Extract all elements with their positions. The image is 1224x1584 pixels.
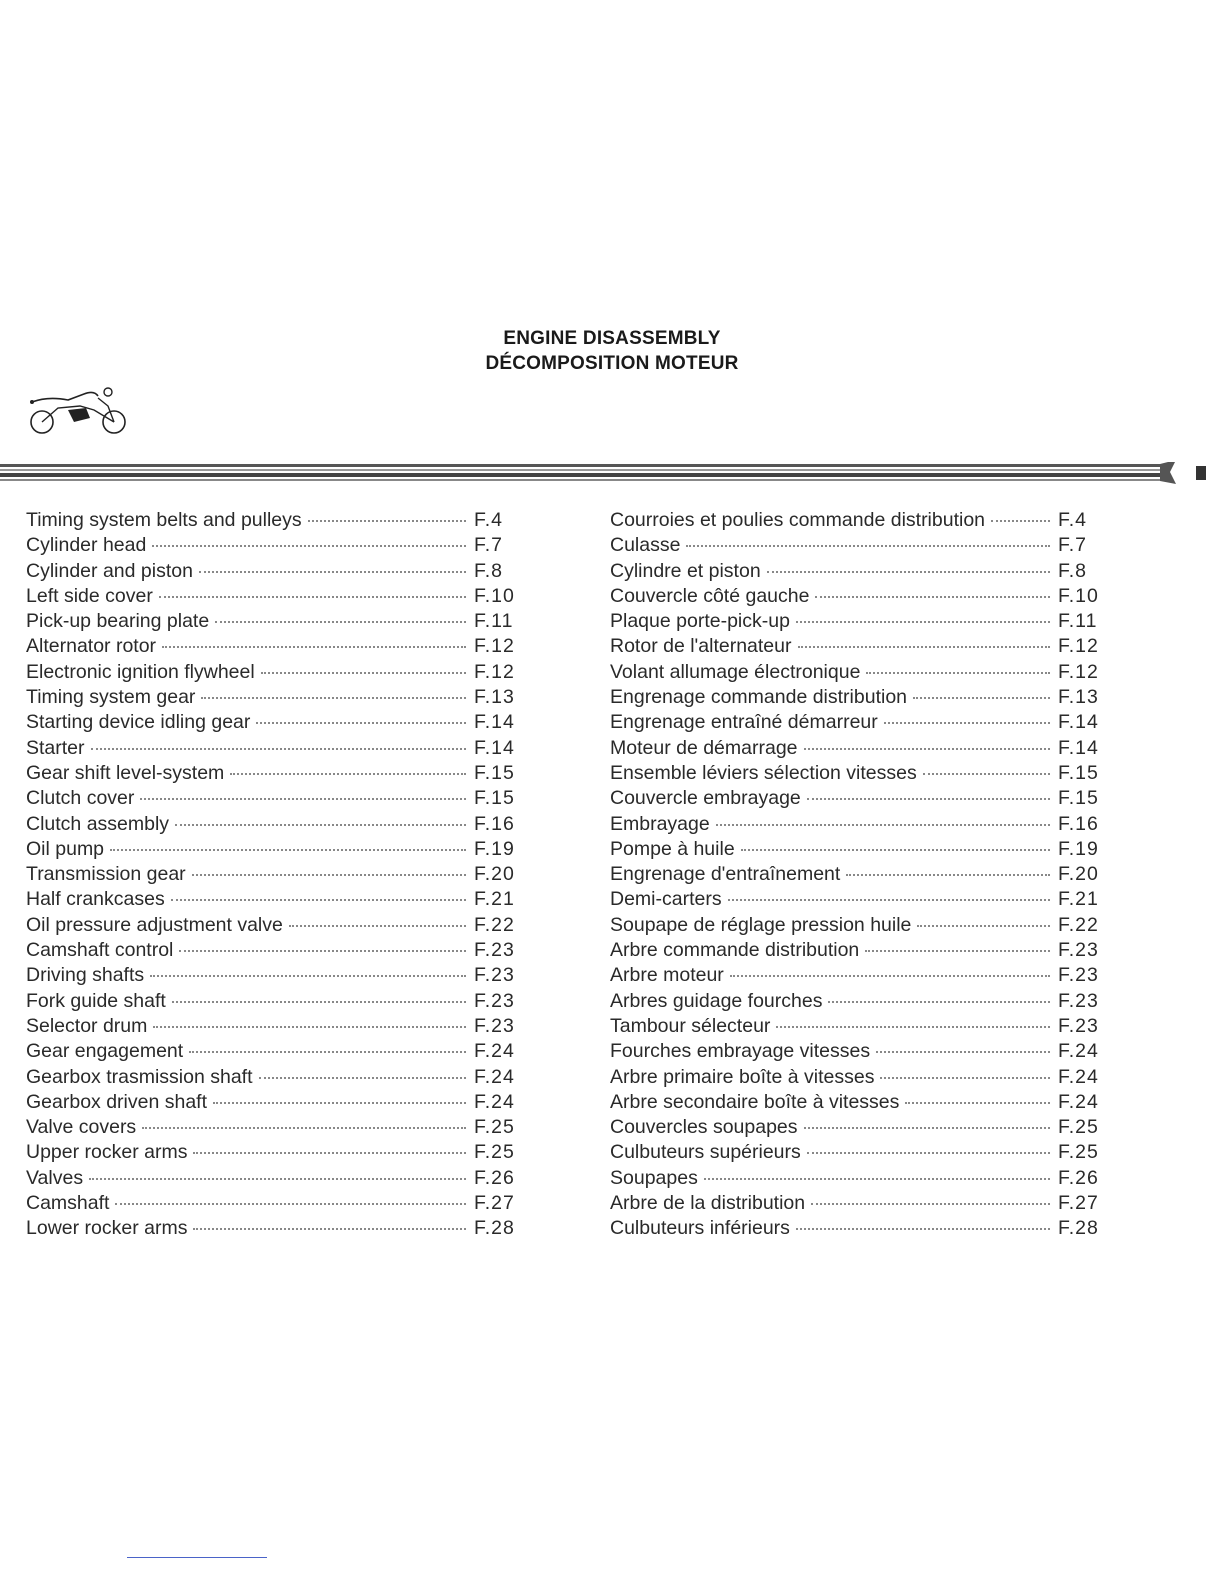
toc-entry-label: Half crankcases (26, 888, 165, 911)
toc-entry[interactable] (610, 610, 1106, 635)
toc-entry-page: F.22 (474, 913, 515, 936)
dot-leader (991, 520, 1050, 522)
toc-entry-page: F.12 (1058, 635, 1099, 658)
toc-entry[interactable] (26, 585, 522, 610)
toc-entry-page: F.22 (1058, 913, 1099, 936)
toc-entry-page: F.14 (1058, 711, 1099, 734)
toc-entry-label: Upper rocker arms (26, 1141, 188, 1164)
toc-entry-page: F.14 (474, 736, 515, 759)
toc-entry-label: Valves (26, 1166, 84, 1189)
toc-entry-label: Cylinder and piston (26, 559, 193, 582)
toc-entry-label: Courroies et poulies commande distribution (610, 509, 986, 531)
dot-leader (804, 748, 1050, 750)
toc-entry-page: F.10 (1058, 584, 1099, 607)
toc-entry-label: Fourches embrayage vitesses (610, 1040, 871, 1063)
toc-entry-page: F.23 (474, 964, 515, 987)
toc-entry-label: Starting device idling gear (26, 711, 251, 734)
toc-entry-label: Plaque porte-pick-up (610, 610, 790, 633)
toc-entry-page: F.21 (474, 888, 515, 911)
toc-entry-label: Tambour sélecteur (610, 1014, 771, 1037)
toc-entry-label: Starter (26, 736, 85, 759)
toc-entry-label: Transmission gear (26, 863, 186, 886)
toc-entry-label: Selector drum (26, 1014, 148, 1037)
toc-entry-page: F.16 (1058, 812, 1099, 835)
toc-entry-label: Left side cover (26, 584, 153, 607)
toc-entry[interactable] (610, 863, 1106, 888)
toc-entry-label: Rotor de l'alternateur (610, 635, 792, 658)
toc-entry[interactable] (26, 534, 522, 559)
toc-entry-label: Lower rocker arms (26, 1217, 188, 1240)
toc-entry[interactable] (26, 888, 522, 913)
toc-entry-page: F.15 (1058, 787, 1099, 810)
dot-leader (199, 571, 466, 573)
toc-entry-page: F.15 (474, 761, 515, 784)
toc-entry[interactable] (26, 1217, 522, 1242)
toc-entry-label: Soupapes (610, 1166, 698, 1189)
dot-leader (905, 1102, 1050, 1104)
toc-entry-page: F.8 (474, 559, 504, 582)
dot-leader (150, 975, 466, 977)
toc-entry-page: F.27 (474, 1192, 515, 1215)
toc-entry[interactable] (26, 610, 522, 635)
toc-entry-page: F.28 (474, 1217, 515, 1240)
dot-leader (89, 1178, 466, 1180)
toc-entry-label: Engrenage entraîné démarreur (610, 711, 878, 734)
toc-entry[interactable] (610, 686, 1106, 711)
toc-entry[interactable] (610, 1141, 1106, 1166)
toc-entry-page: F.23 (1058, 964, 1099, 987)
toc-entry[interactable] (26, 1192, 522, 1217)
toc-french (610, 509, 1106, 1243)
dot-leader (767, 571, 1050, 573)
toc-entry-page: F.14 (474, 711, 515, 734)
toc-entry[interactable] (610, 787, 1106, 812)
toc-entry[interactable] (26, 914, 522, 939)
toc-entry-page: F.23 (1058, 1014, 1099, 1037)
toc-entry-label: Arbre secondaire boîte à vitesses (610, 1090, 900, 1113)
dot-leader (171, 899, 466, 901)
dot-leader (193, 1152, 466, 1154)
toc-entry-label: Demi-carters (610, 888, 722, 911)
toc-entry-label: Cylinder head (26, 534, 147, 557)
toc-entry[interactable] (26, 939, 522, 964)
toc-entry-label: Moteur de démarrage (610, 736, 798, 759)
toc-entry-label: Valve covers (26, 1116, 137, 1139)
dot-leader (172, 1001, 466, 1003)
toc-entry[interactable] (26, 1116, 522, 1141)
toc-entry[interactable] (26, 838, 522, 863)
toc-entry[interactable] (26, 863, 522, 888)
toc-entry-label: Embrayage (610, 812, 710, 835)
toc-entry[interactable] (610, 1217, 1106, 1242)
dot-leader (876, 1051, 1050, 1053)
toc-entry-label: Couvercle embrayage (610, 787, 801, 810)
toc-entry-label: Engrenage d'entraînement (610, 863, 841, 886)
toc-entry-page: F.26 (1058, 1166, 1099, 1189)
toc-entry-label: Engrenage commande distribution (610, 686, 908, 709)
toc-entry[interactable] (610, 585, 1106, 610)
dot-leader (308, 520, 466, 522)
toc-entry-label: Driving shafts (26, 964, 145, 987)
toc-entry[interactable] (26, 737, 522, 762)
toc-entry-label: Volant allumage électronique (610, 660, 861, 683)
dot-leader (811, 1203, 1050, 1205)
dot-leader (846, 874, 1050, 876)
toc-entry-label: Arbre de la distribution (610, 1192, 806, 1215)
toc-entry[interactable] (26, 1141, 522, 1166)
toc-entry-page: F.12 (474, 635, 515, 658)
toc-entry-page: F.13 (1058, 686, 1099, 709)
toc-entry-page: F.27 (1058, 1192, 1099, 1215)
toc-entry[interactable] (26, 1015, 522, 1040)
dot-leader (193, 1228, 466, 1230)
toc-entry-label: Couvercles soupapes (610, 1116, 798, 1139)
motorcycle-icon (28, 384, 132, 441)
toc-entry-label: Gearbox trasmission shaft (26, 1065, 253, 1088)
dot-leader (798, 646, 1051, 648)
toc-entry-label: Cylindre et piston (610, 559, 761, 582)
dot-leader (140, 798, 466, 800)
toc-entry-label: Camshaft (26, 1192, 110, 1215)
toc-entry-page: F.24 (474, 1065, 515, 1088)
dot-leader (201, 697, 466, 699)
toc-entry-page: F.25 (1058, 1116, 1099, 1139)
dot-leader (884, 722, 1050, 724)
toc-entry-page: F.11 (474, 610, 514, 633)
toc-entry[interactable] (26, 813, 522, 838)
dot-leader (179, 950, 466, 952)
toc-entry-page: F.20 (1058, 863, 1099, 886)
toc-entry[interactable] (610, 1192, 1106, 1217)
toc-entry[interactable] (26, 686, 522, 711)
dot-leader (716, 824, 1050, 826)
page-title (0, 326, 1224, 376)
toc-entry-page: F.24 (474, 1090, 515, 1113)
title-english: ENGINE DISASSEMBLY (503, 328, 721, 349)
toc-entry-label: Oil pump (26, 837, 105, 860)
toc-entry[interactable] (610, 1091, 1106, 1116)
dot-leader (175, 824, 466, 826)
toc-entry-page: F.23 (1058, 939, 1099, 962)
toc-entry[interactable] (610, 711, 1106, 736)
toc-entry[interactable] (610, 1066, 1106, 1091)
dot-leader (866, 672, 1050, 674)
toc-entry-page: F.4 (1058, 509, 1088, 531)
toc-entry-label: Arbre primaire boîte à vitesses (610, 1065, 875, 1088)
toc-entry[interactable] (26, 964, 522, 989)
toc-entry-page: F.20 (474, 863, 515, 886)
toc-entry[interactable] (610, 964, 1106, 989)
dot-leader (189, 1051, 466, 1053)
toc-entry-page: F.11 (1058, 610, 1098, 633)
toc-entry-page: F.8 (1058, 559, 1088, 582)
toc-entry-label: Arbre moteur (610, 964, 724, 987)
toc-entry-label: Pick-up bearing plate (26, 610, 210, 633)
dot-leader (261, 672, 466, 674)
toc-entry-page: F.24 (1058, 1065, 1099, 1088)
toc-entry[interactable] (610, 635, 1106, 660)
toc-entry[interactable] (610, 762, 1106, 787)
dot-leader (192, 874, 466, 876)
toc-entry[interactable] (610, 1015, 1106, 1040)
dot-leader (159, 596, 466, 598)
dot-leader (880, 1077, 1050, 1079)
dot-leader (865, 950, 1050, 952)
toc-entry[interactable] (610, 1167, 1106, 1192)
toc-entry-page: F.7 (1058, 534, 1088, 557)
dot-leader (153, 1026, 466, 1028)
toc-entry-page: F.13 (474, 686, 515, 709)
footer-divider (127, 1557, 267, 1558)
toc-entry[interactable] (26, 1040, 522, 1065)
dot-leader (256, 722, 466, 724)
toc-entry-label: Culasse (610, 534, 681, 557)
dot-leader (215, 621, 466, 623)
title-french: DÉCOMPOSITION MOTEUR (485, 353, 739, 374)
toc-entry-page: F.24 (474, 1040, 515, 1063)
dot-leader (110, 849, 466, 851)
dot-leader (230, 773, 466, 775)
dot-leader (91, 748, 466, 750)
toc-entry-page: F.16 (474, 812, 515, 835)
dot-leader (728, 899, 1050, 901)
dot-leader (142, 1127, 466, 1129)
toc-entry-page: F.15 (1058, 761, 1099, 784)
toc-entry-label: Gear engagement (26, 1040, 184, 1063)
dot-leader (917, 925, 1050, 927)
dot-leader (686, 545, 1050, 547)
toc-entry-page: F.15 (474, 787, 515, 810)
dot-leader (796, 1228, 1050, 1230)
toc-entry-label: Camshaft control (26, 939, 174, 962)
toc-entry-page: F.12 (474, 660, 515, 683)
dot-leader (776, 1026, 1050, 1028)
toc-entry[interactable] (610, 737, 1106, 762)
toc-entry-page: F.25 (474, 1116, 515, 1139)
toc-entry[interactable] (610, 534, 1106, 559)
dot-leader (162, 646, 466, 648)
toc-entry[interactable] (610, 509, 1106, 534)
toc-entry[interactable] (610, 1040, 1106, 1065)
dot-leader (807, 798, 1050, 800)
toc-entry[interactable] (26, 1091, 522, 1116)
toc-entry-label: Electronic ignition flywheel (26, 660, 255, 683)
toc-entry-page: F.26 (474, 1166, 515, 1189)
toc-entry[interactable] (26, 990, 522, 1015)
toc-entry-page: F.25 (1058, 1141, 1099, 1164)
toc-entry-page: F.10 (474, 584, 515, 607)
toc-entry-label: Clutch assembly (26, 812, 170, 835)
toc-entry[interactable] (26, 787, 522, 812)
toc-entry-page: F.7 (474, 534, 504, 557)
toc-entry[interactable] (26, 1066, 522, 1091)
dot-leader (152, 545, 466, 547)
header-divider (0, 462, 1212, 484)
dot-leader (704, 1178, 1050, 1180)
dot-leader (115, 1203, 466, 1205)
toc-entry-page: F.24 (1058, 1040, 1099, 1063)
toc-entry[interactable] (26, 635, 522, 660)
dot-leader (730, 975, 1050, 977)
toc-entry[interactable] (26, 661, 522, 686)
toc-entry[interactable] (26, 509, 522, 534)
toc-english (26, 509, 522, 1243)
toc-entry-page: F.23 (474, 939, 515, 962)
toc-entry[interactable] (610, 990, 1106, 1015)
toc-entry-page: F.23 (1058, 989, 1099, 1012)
toc-entry-page: F.12 (1058, 660, 1099, 683)
toc-entry-label: Culbuteurs supérieurs (610, 1141, 801, 1164)
dot-leader (815, 596, 1050, 598)
toc-entry-page: F.23 (474, 989, 515, 1012)
toc-entry-page: F.4 (474, 509, 504, 531)
toc-entry-label: Oil pressure adjustment valve (26, 913, 283, 936)
toc-entry-page: F.19 (1058, 837, 1099, 860)
toc-entry-label: Clutch cover (26, 787, 135, 810)
toc-entry[interactable] (610, 661, 1106, 686)
toc-entry-page: F.24 (1058, 1090, 1099, 1113)
toc-entry[interactable] (26, 711, 522, 736)
toc-entry-label: Culbuteurs inférieurs (610, 1217, 790, 1240)
toc-entry[interactable] (610, 939, 1106, 964)
toc-entry-page: F.23 (474, 1014, 515, 1037)
toc-entry-label: Arbres guidage fourches (610, 989, 823, 1012)
toc-entry-label: Arbre commande distribution (610, 939, 860, 962)
dot-leader (913, 697, 1050, 699)
dot-leader (807, 1152, 1050, 1154)
toc-entry-label: Gearbox driven shaft (26, 1090, 208, 1113)
toc-entry-label: Alternator rotor (26, 635, 157, 658)
toc-entry[interactable] (610, 813, 1106, 838)
toc-entry-label: Gear shift level-system (26, 761, 225, 784)
toc-entry[interactable] (610, 838, 1106, 863)
toc-entry-page: F.21 (1058, 888, 1099, 911)
dot-leader (828, 1001, 1050, 1003)
dot-leader (923, 773, 1050, 775)
toc-entry[interactable] (610, 1116, 1106, 1141)
toc-entry-page: F.19 (474, 837, 515, 860)
toc-entry[interactable] (610, 914, 1106, 939)
dot-leader (259, 1077, 466, 1079)
dot-leader (741, 849, 1050, 851)
toc-entry-label: Timing system belts and pulleys (26, 509, 302, 531)
toc-entry[interactable] (26, 1167, 522, 1192)
toc-entry[interactable] (26, 560, 522, 585)
toc-entry-page: F.28 (1058, 1217, 1099, 1240)
toc-entry-label: Fork guide shaft (26, 989, 166, 1012)
dot-leader (289, 925, 466, 927)
dot-leader (796, 621, 1050, 623)
toc-entry[interactable] (26, 762, 522, 787)
toc-entry-label: Soupape de réglage pression huile (610, 913, 912, 936)
toc-entry-label: Pompe à huile (610, 837, 735, 860)
toc-entry-label: Couvercle côté gauche (610, 584, 810, 607)
toc-entry-label: Ensemble léviers sélection vitesses (610, 761, 917, 784)
dot-leader (213, 1102, 466, 1104)
toc-entry-page: F.14 (1058, 736, 1099, 759)
dot-leader (804, 1127, 1050, 1129)
toc-entry[interactable] (610, 888, 1106, 913)
toc-entry-page: F.25 (474, 1141, 515, 1164)
toc-entry[interactable] (610, 560, 1106, 585)
toc-entry-label: Timing system gear (26, 686, 196, 709)
